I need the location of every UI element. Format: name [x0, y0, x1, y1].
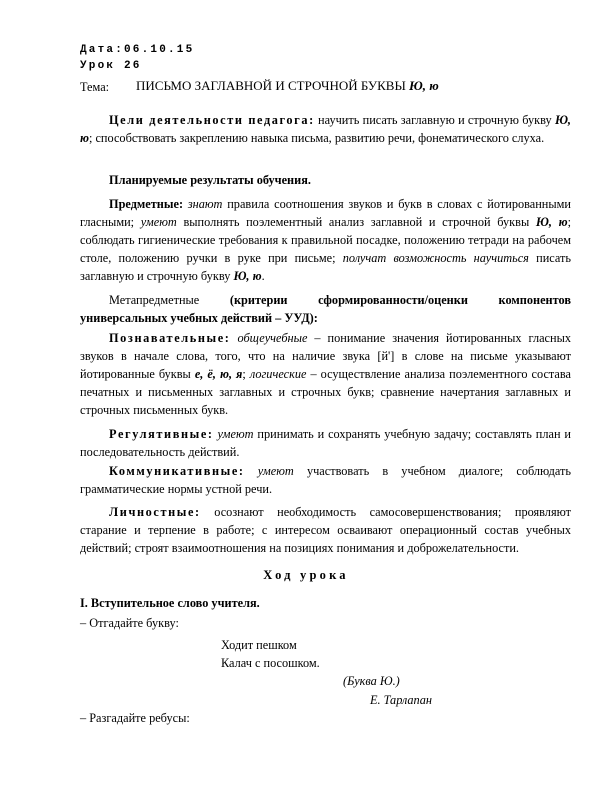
regulatory-paragraph: Регулятивные: умеют принимать и сохранять учебную задачу; составлять план и последовательность действий.: [80, 427, 572, 459]
guess-prompt: – Отгадайте букву:: [80, 616, 179, 630]
rebus-prompt: – Разгадайте ребусы:: [80, 711, 190, 725]
riddle-line-1: Ходит пешком: [221, 638, 297, 652]
cognitive-paragraph: Познавательные: общеучебные – понимание значения йотированных гласных звуков в начале слова, того, что на наличие звука [й'] в слове на письме указывают йотированные буквы е, ё, ю, я; логические – осуществление анализа поэлементного состава печатных и письменных заглавных и строчных букв; сравнение начертания заглавных и строчных письменных букв.: [80, 331, 571, 417]
meta-subject-paragraph: Метапредметные (критерии сформированности/оценки компонентов универсальных учебных действий – УУД):: [80, 293, 571, 325]
goals-paragraph: Цели деятельности педагога: научить писать заглавную и строчную букву Ю, ю; способствовать закреплению навыка письма, развитию речи, фонематического слуха.: [80, 113, 571, 145]
meta-subject-label: Метапредметные: [109, 293, 200, 307]
regulatory-label: Регулятивные:: [109, 427, 214, 441]
course-heading: Ход урока: [263, 568, 349, 582]
section-introduction: I. Вступительное слово учителя.: [80, 596, 260, 610]
cognitive-label: Познавательные:: [109, 331, 231, 345]
topic-title-text: ПИСЬМО ЗАГЛАВНОЙ И СТРОЧНОЙ БУКВЫ: [136, 78, 410, 93]
topic-title-letters: Ю, ю: [409, 78, 439, 93]
topic-title: [136, 78, 439, 94]
communicative-paragraph: Коммуникативные: умеют участвовать в учебном диалоге; соблюдать грамматические нормы устной речи.: [80, 464, 571, 496]
riddle-line-2: Калач с посошком.: [221, 656, 320, 670]
lesson-number: Урок 26: [80, 60, 142, 72]
communicative-label: Коммуникативные:: [109, 464, 245, 478]
riddle-author: Е. Тарлапан: [370, 693, 432, 707]
planned-results-heading: Планируемые результаты обучения.: [109, 173, 311, 187]
personal-label: Личностные:: [109, 505, 201, 519]
lesson-date: Дата:06.10.15: [80, 44, 195, 56]
personal-paragraph: Личностные: осознают необходимость самосовершенствования; проявляют старание и терпение в работе; с интересом осваивают операционный состав учебных действий; строят взаимоотношения на позициях понимания и доброжелательности.: [80, 505, 571, 555]
subject-results-paragraph: Предметные: знают правила соотношения звуков и букв в словах с йотированными гласными; умеют выполнять поэлементный анализ заглавной и строчной буквы Ю, ю; соблюдать гигиенические требования к правильной посадке, положению тетради на рабочем столе, положению ручки в руке при письме; получат возможность научиться писать заглавную и строчную букву Ю, ю.: [80, 197, 572, 283]
topic-label: Тема:: [80, 80, 110, 94]
riddle-answer: (Буква Ю.): [343, 674, 400, 688]
goals-letters: Ю, ю: [80, 113, 571, 145]
goals-label: Цели деятельности педагога:: [109, 113, 315, 127]
subject-label: Предметные:: [109, 197, 184, 211]
